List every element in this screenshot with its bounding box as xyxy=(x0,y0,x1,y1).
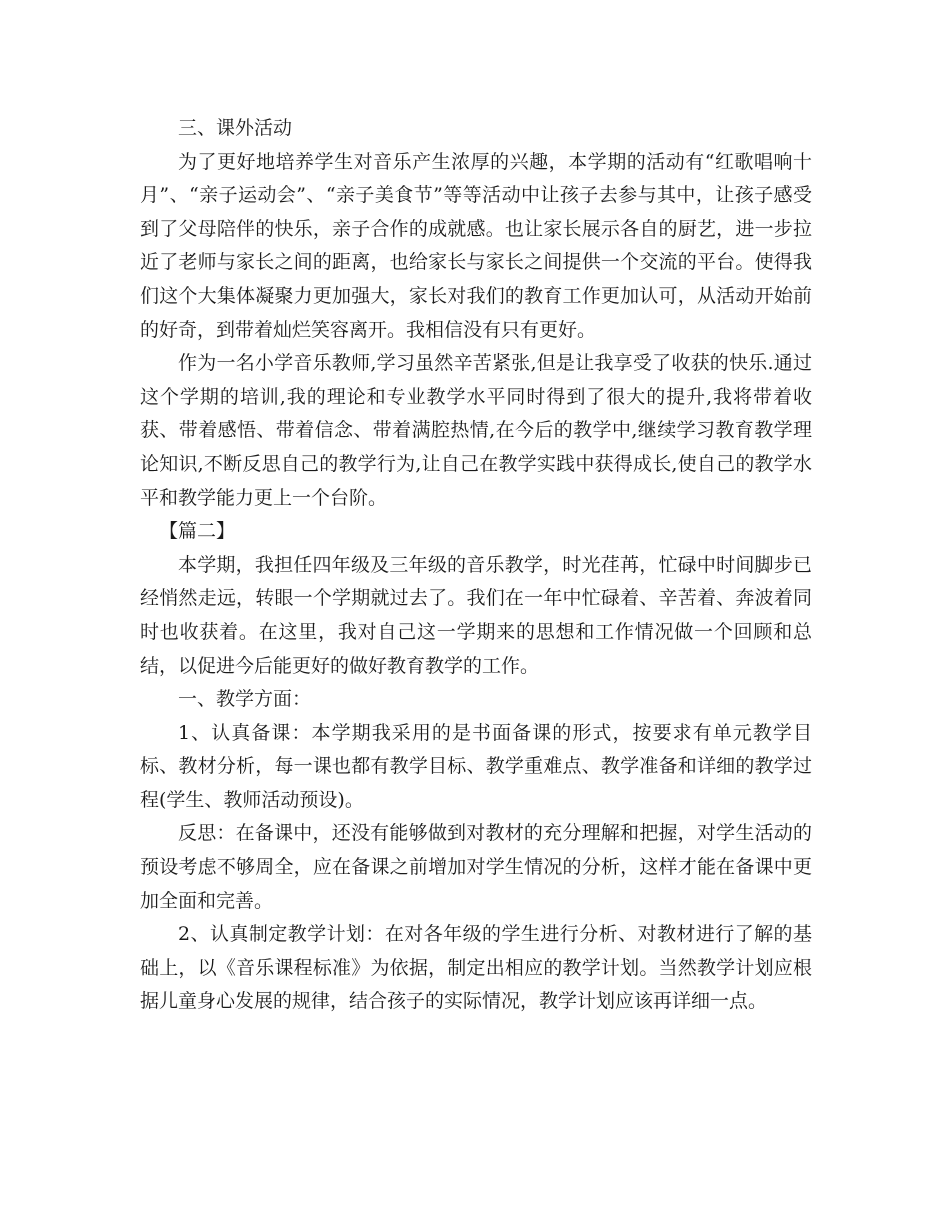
body-paragraph: 1、认真备课：本学期我采用的是书面备课的形式，按要求有单元教学目标、教材分析，每一课也都有教学目标、教学重难点、教学准备和详细的教学过程(学生、教师活动预设)。 xyxy=(140,721,812,811)
document-page xyxy=(140,112,812,1019)
body-paragraph: 为了更好地培养学生对音乐产生浓厚的兴趣，本学期的活动有“红歌唱响十月”、“亲子运动会”、“亲子美食节”等等活动中让孩子去参与其中，让孩子感受到了父母陪伴的快乐，亲子合作的成就感。也让家长展示各自的厨艺，进一步拉近了老师与家长之间的距离，也给家长与家长之间提供一个交流的平台。使得我们这个大集体凝聚力更加强大，家长对我们的教育工作更加认可，从活动开始前的好奇，到带着灿烂笑容离开。我相信没有只有更好。 xyxy=(140,150,812,341)
body-paragraph: 作为一名小学音乐教师,学习虽然辛苦紧张,但是让我享受了收获的快乐.通过这个学期的培训,我的理论和专业教学水平同时得到了很大的提升,我将带着收获、带着感悟、带着信念、带着满腔热情,在今后的教学中,继续学习教育教学理论知识,不断反思自己的教学行为,让自己在教学实践中获得成长,使自己的教学水平和教学能力更上一个台阶。 xyxy=(140,352,812,509)
body-paragraph: 2、认真制定教学计划：在对各年级的学生进行分析、对教材进行了解的基础上，以《音乐课程标准》为依据，制定出相应的教学计划。当然教学计划应根据儿童身心发展的规律，结合孩子的实际情况，教学计划应该再详细一点。 xyxy=(140,923,812,1013)
section-heading-teaching: 一、教学方面： xyxy=(178,688,312,711)
body-paragraph: 本学期，我担任四年级及三年级的音乐教学，时光荏苒，忙碌中时间脚步已经悄然走远，转眼一个学期就过去了。我们在一年中忙碌着、辛苦着、奔波着同时也收获着。在这里，我对自己这一学期来的思想和工作情况做一个回顾和总结，以促进今后能更好的做好教育教学的工作。 xyxy=(140,553,812,677)
part-heading: 【篇二】 xyxy=(159,520,236,543)
body-paragraph: 反思：在备课中，还没有能够做到对教材的充分理解和把握，对学生活动的预设考虑不够周全，应在备课之前增加对学生情况的分析，这样才能在备课中更加全面和完善。 xyxy=(140,822,812,912)
section-heading-extracurricular: 三、课外活动 xyxy=(178,117,293,139)
